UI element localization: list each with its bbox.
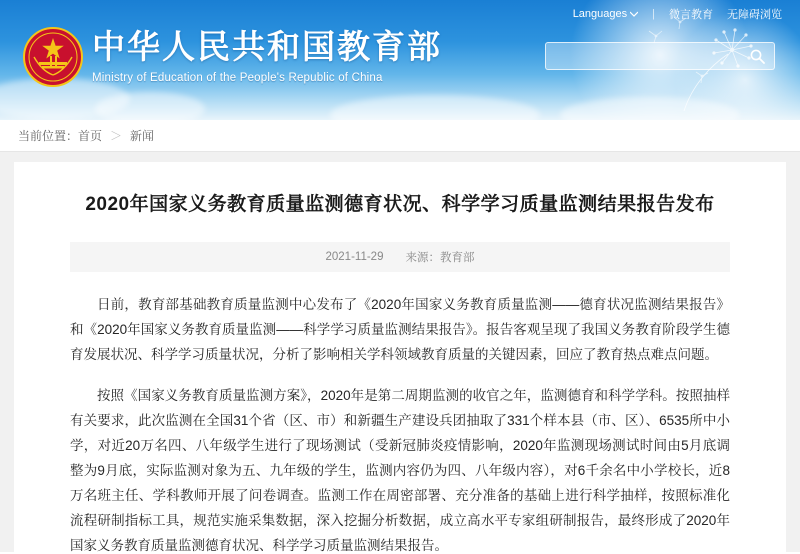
site-brand [92, 28, 442, 84]
breadcrumb-item-news[interactable]: 新闻 [130, 129, 155, 143]
search-input[interactable] [554, 43, 748, 71]
cloud-decoration [95, 92, 205, 120]
article-meta [70, 242, 730, 272]
article-date: 2021-11-29 [325, 251, 384, 263]
page-title: 2020年国家义务教育质量监测德育状况、科学学习质量监测结果报告发布 [85, 194, 715, 215]
top-nav[interactable] [573, 6, 782, 22]
chevron-down-icon [630, 11, 638, 17]
breadcrumb-separator-icon: ＞ [110, 129, 123, 143]
search-button[interactable] [740, 43, 774, 69]
search-icon [750, 49, 765, 64]
breadcrumb-item-home[interactable]: 首页 [78, 129, 103, 143]
wechat-link[interactable]: 微言教育 [669, 9, 713, 21]
article-paragraph: 日前，教育部基础教育质量监测中心发布了《2020年国家义务教育质量监测——德育状况监测结果报告》和《2020年国家义务教育质量监测——科学学习质量监测结果报告》。报告客观呈现了我国义务教育阶段学生德育发展状况、科学学习质量状况，分析了影响相关学科领域教育质量的关键因素，回应了教育热点难点问题。 [70, 297, 730, 362]
breadcrumb [0, 120, 800, 152]
article-container [14, 162, 786, 554]
national-emblem-icon [22, 26, 84, 88]
article-source: 来源：教育部 [405, 252, 475, 264]
article-body [70, 292, 730, 554]
cloud-decoration [330, 95, 540, 120]
breadcrumb-prefix: 当前位置： [18, 129, 79, 143]
page-background [0, 152, 800, 552]
search-box[interactable] [545, 42, 775, 70]
brand-title-cn: 中华人民共和国教育部 [92, 30, 442, 66]
brand-title-en: Ministry of Education of the People's Republic of China [92, 72, 383, 84]
topnav-divider: | [652, 8, 655, 20]
languages-link[interactable] [573, 8, 638, 20]
languages-label: Languages [572, 8, 628, 20]
site-header [0, 0, 800, 120]
article-paragraph: 按照《国家义务教育质量监测方案》，2020年是第二周期监测的收官之年，监测德育和科学学科。按照抽样有关要求，此次监测在全国31个省（区、市）和新疆生产建设兵团抽取了331个样本县（市、区）、6535所中小学，对近20万名四、八年级学生进行了现场测试（受新冠肺炎疫情影响，2020年监测现场测试时间由5月底调整为9月底，实际监测对象为五、九年级的学生，监测内容仍为四、八年级内容），对6千余名中小学校长，近8万名班主任、学科教师开展了问卷调查。监测工作在周密部署、充分准备的基础上进行科学抽样，按照标准化流程研制指标工具，规范实施采集数据，深入挖掘分析数据，成立高水平专家组研制报告，最终形成了2020年国家义务教育质量监测德育状况、科学学习质量监测结果报告。 [70, 388, 730, 553]
accessibility-link[interactable]: 无障碍浏览 [727, 9, 782, 21]
